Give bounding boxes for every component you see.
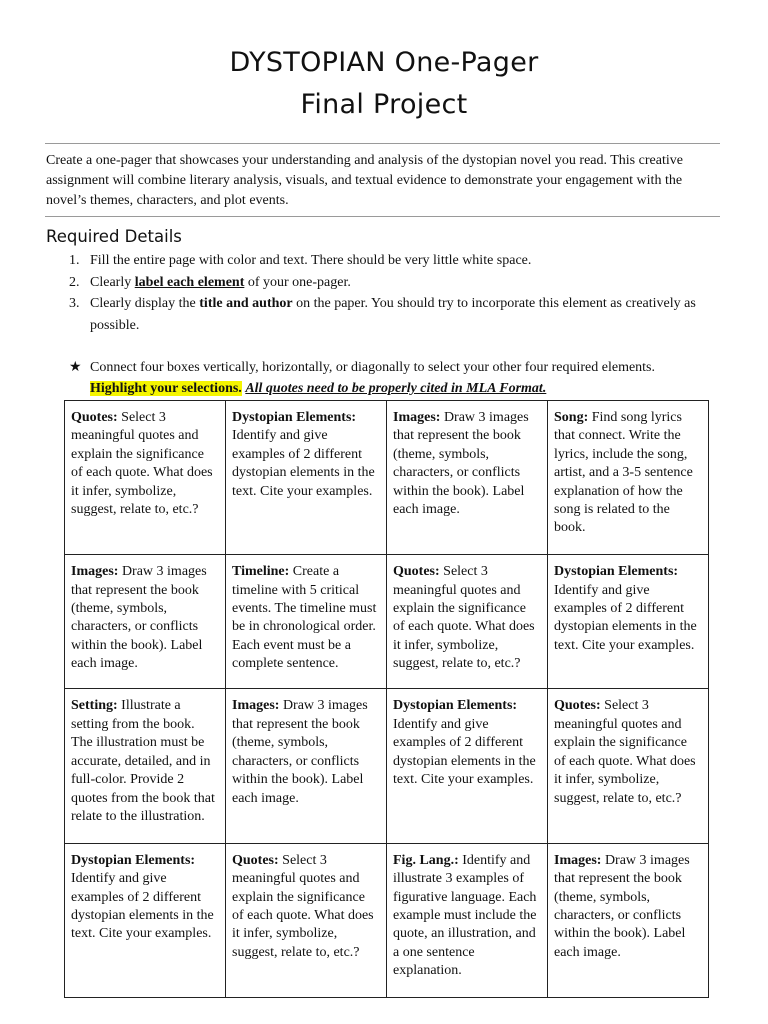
cell-body: Draw 3 images that represent the book (theme, symbols, characters, or conflicts within the book). Label each image. <box>393 410 529 518</box>
cell-body: Find song lyrics that connect. Write the lyrics, include the song, artist, and a 3-5 sentence explanation of how the song is related to the book. <box>554 410 693 536</box>
cell-title: Timeline: <box>232 564 290 580</box>
choice-cell <box>65 689 226 843</box>
list-text-plain: of your one-pager. <box>244 275 351 290</box>
list-number: 3. <box>69 296 80 311</box>
choice-cell <box>387 401 548 555</box>
cell-title: Images: <box>393 410 441 425</box>
cell-body: Create a timeline with 5 critical events. The timeline must be in chronological order. Each event must be a complete sentence. <box>232 564 377 672</box>
cell-title: Quotes: <box>554 698 601 714</box>
cell-title: Dystopian Elements: <box>393 698 518 714</box>
list-number: 2. <box>69 275 80 290</box>
cell-title: Song: <box>554 410 589 425</box>
choice-cell <box>226 843 387 997</box>
cell-body: Identify and give examples of 2 different dystopian elements in the text. Cite your examples. <box>554 582 697 653</box>
divider-top <box>45 143 720 144</box>
choice-cell <box>65 555 226 689</box>
cell-title: Images: <box>232 698 280 714</box>
list-text-plain: on the paper. You should try to incorporate this element as creatively as possible. <box>90 296 696 333</box>
choice-cell <box>548 843 709 997</box>
cell-title: Fig. Lang.: <box>393 852 459 868</box>
choice-row <box>65 555 709 689</box>
intro-paragraph: Create a one-pager that showcases your understanding and analysis of the dystopian novel you read. This creative assignment will combine literary analysis, visuals, and textual evidence to demonstrate your engagement with the novel’s themes, characters, and plot events. <box>46 153 683 208</box>
list-text-plain: Clearly <box>90 275 135 290</box>
mla-note: All quotes need to be properly cited in MLA Format. <box>245 381 547 396</box>
choice-cell <box>226 401 387 555</box>
cell-title: Dystopian Elements: <box>71 852 196 868</box>
cell-body: Select 3 meaningful quotes and explain the significance of each quote. What does it infer, symbolize, suggest, relate to, etc.? <box>393 564 535 672</box>
list-number: 1. <box>69 253 80 268</box>
choice-row <box>65 843 709 997</box>
choice-cell <box>387 843 548 997</box>
cell-body: Identify and illustrate 3 examples of figurative language. Each example must include the quote, an illustration, and a one sentence explanation. <box>393 852 537 979</box>
list-text-emphasis: label each element <box>134 275 245 290</box>
cell-body: Identify and give examples of 2 different dystopian elements in the text. Cite your examples. <box>393 716 536 788</box>
choice-cell <box>65 401 226 555</box>
cell-title: Images: <box>554 852 602 868</box>
choice-board <box>64 400 709 998</box>
instructions-text <box>90 357 720 399</box>
choice-cell <box>548 689 709 843</box>
choice-cell <box>548 555 709 689</box>
list-text-emphasis: title and author <box>199 296 293 311</box>
highlight-instruction: Highlight your selections. <box>90 381 242 396</box>
list-text-plain: Clearly display the <box>90 296 200 311</box>
cell-title: Quotes: <box>393 564 440 580</box>
cell-body: Select 3 meaningful quotes and explain the significance of each quote. What does it infer, symbolize, suggest, relate to, etc.? <box>232 852 374 960</box>
choice-cell <box>226 689 387 843</box>
cell-body: Identify and give examples of 2 different dystopian elements in the text. Cite your examples. <box>232 428 375 499</box>
page-title: DYSTOPIAN One-Pager <box>229 47 539 78</box>
cell-title: Dystopian Elements: <box>232 410 357 425</box>
cell-body: Illustrate a setting from the book. The illustration must be accurate, detailed, and in full-color. Provide 2 quotes from the book that relate to the illustration. <box>71 698 215 824</box>
list-text <box>90 293 715 337</box>
choice-cell <box>226 555 387 689</box>
cell-body: Select 3 meaningful quotes and explain the significance of each quote. What does it infer, symbolize, suggest, relate to, etc.? <box>554 698 696 806</box>
star-icon: ★ <box>69 359 82 375</box>
divider-bottom <box>45 216 720 217</box>
cell-body: Draw 3 images that represent the book (theme, symbols, characters, or conflicts within the book). Label each image. <box>554 852 690 960</box>
required-details-heading: Required Details <box>46 227 182 246</box>
choice-row <box>65 401 709 555</box>
list-text <box>90 250 715 272</box>
cell-body: Identify and give examples of 2 different dystopian elements in the text. Cite your examples. <box>71 871 214 942</box>
list-text <box>90 272 715 294</box>
choice-cell <box>387 555 548 689</box>
choice-row <box>65 689 709 843</box>
cell-title: Quotes: <box>232 852 279 868</box>
cell-title: Quotes: <box>71 410 118 425</box>
page-subtitle: Final Project <box>300 89 468 120</box>
choice-cell <box>548 401 709 555</box>
instructions-plain: Connect four boxes vertically, horizontally, or diagonally to select your other four required elements. <box>90 360 656 375</box>
choice-cell <box>387 689 548 843</box>
cell-title: Setting: <box>71 698 118 714</box>
choice-cell <box>65 843 226 997</box>
cell-title: Images: <box>71 564 119 580</box>
cell-body: Draw 3 images that represent the book (theme, symbols, characters, or conflicts within the book). Label each image. <box>71 564 207 672</box>
cell-title: Dystopian Elements: <box>554 564 679 580</box>
cell-body: Draw 3 images that represent the book (theme, symbols, characters, or conflicts within the book). Label each image. <box>232 698 368 806</box>
cell-body: Select 3 meaningful quotes and explain the significance of each quote. What does it infer, symbolize, suggest, relate to, etc.? <box>71 410 213 518</box>
list-text-plain: Fill the entire page with color and text. There should be very little white space. <box>90 253 532 268</box>
